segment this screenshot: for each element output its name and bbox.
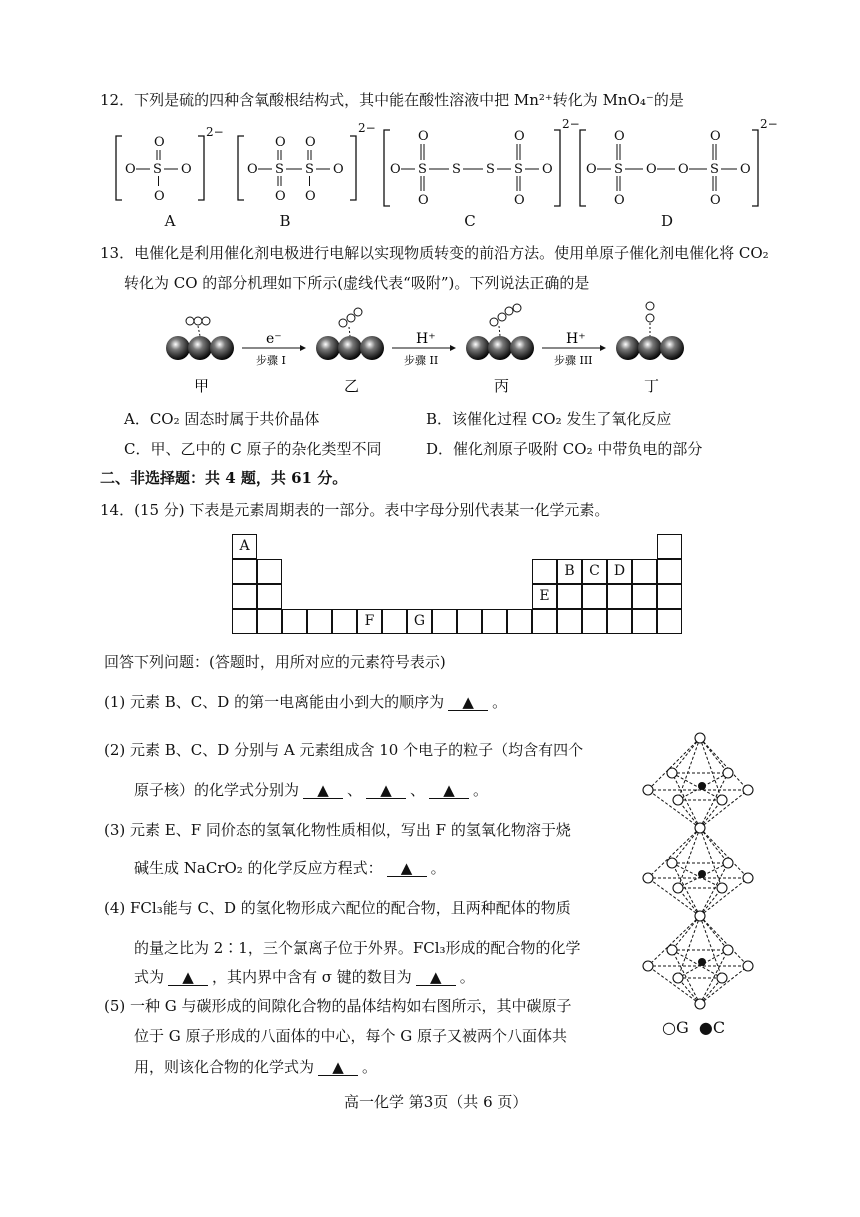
cell [257, 584, 282, 609]
cell [282, 609, 307, 634]
step-1-reagent: e⁻ [266, 331, 282, 347]
svg-text:O: O [275, 135, 286, 150]
answer-blank[interactable]: ▲ [429, 782, 469, 799]
q14-part-3-line-2: 碱生成 NaCrO₂ 的化学反应方程式： ▲ 。 [134, 859, 446, 877]
q14-part-4-line-2: 的量之比为 2∶1，三个氯离子位于外界。FCl₃形成的配合物的化学 [134, 939, 581, 957]
cell [382, 609, 407, 634]
cell [457, 609, 482, 634]
cell [607, 609, 632, 634]
crystal-structure-figure [630, 728, 760, 1013]
cell [232, 584, 257, 609]
answer-blank[interactable]: ▲ [448, 694, 488, 711]
svg-text:S: S [275, 162, 284, 177]
q14-prompt: 回答下列问题：(答题时，用所对应的元素符号表示) [104, 653, 446, 671]
q13-stem-1: 13．电催化是利用催化剂电极进行电解以实现物质转变的前沿方法。使用单原子催化剂电催化将 CO₂ [100, 244, 769, 262]
svg-text:O: O [418, 193, 429, 208]
svg-text:O: O [305, 189, 316, 204]
structure-b [238, 121, 376, 204]
structure-c [384, 118, 580, 208]
svg-text:O: O [390, 162, 401, 177]
crystal-legend [662, 1018, 725, 1038]
q14-part-4-line-3: 式为 ▲ ，其内界中含有 σ 键的数目为 ▲ 。 [134, 968, 475, 986]
svg-text:S: S [153, 162, 162, 177]
svg-text:2−: 2− [358, 121, 376, 135]
svg-text:O: O [710, 193, 721, 208]
state-ding: 丁 [644, 377, 660, 395]
svg-text:S: S [418, 162, 427, 177]
q13-option-b: B．该催化过程 CO₂ 发生了氧化反应 [426, 410, 672, 428]
atom: O [154, 135, 165, 150]
cell [582, 584, 607, 609]
cell [607, 584, 632, 609]
svg-text:S: S [452, 162, 461, 177]
q13-option-a: A．CO₂ 固态时属于共价晶体 [124, 410, 320, 428]
state-bing: 丙 [494, 377, 510, 395]
svg-text:O: O [418, 129, 429, 144]
cell [632, 609, 657, 634]
cell-a: A [232, 534, 257, 559]
cell [657, 559, 682, 584]
step-1-name: 步骤 I [256, 354, 286, 367]
cell [632, 559, 657, 584]
answer-blank[interactable]: ▲ [303, 782, 343, 799]
step-2-name: 步骤 II [404, 354, 439, 367]
q12-structures [110, 118, 790, 218]
q13-option-c: C．甲、乙中的 C 原子的杂化类型不同 [124, 440, 382, 458]
svg-text:O: O [678, 162, 689, 177]
cell [657, 534, 682, 559]
answer-blank[interactable]: ▲ [387, 860, 427, 877]
svg-text:O: O [646, 162, 657, 177]
q12-option-b: B [279, 212, 291, 230]
state-jia: 甲 [194, 377, 210, 395]
q13-option-d: D．催化剂原子吸附 CO₂ 中带负电的部分 [426, 440, 703, 458]
answer-blank[interactable]: ▲ [168, 969, 208, 986]
cell [257, 609, 282, 634]
q14-part-2-line-2: 原子核）的化学式分别为 ▲ 、 ▲ 、 ▲ 。 [134, 781, 489, 799]
svg-text:O: O [275, 189, 286, 204]
svg-text:O: O [154, 189, 165, 204]
cell [482, 609, 507, 634]
q14-part-4-line-1: (4) FCl₃能与 C、D 的氢化物形成六配位的配合物，且两种配体的物质 [104, 899, 571, 917]
svg-text:2−: 2− [562, 118, 580, 131]
q12-option-d: D [660, 212, 674, 230]
cell [507, 609, 532, 634]
g-atoms [643, 733, 753, 1009]
cell-e: E [532, 584, 557, 609]
answer-blank[interactable]: ▲ [416, 969, 456, 986]
svg-text:O: O [514, 129, 525, 144]
legend-g: ○G [662, 1018, 689, 1037]
svg-text:O: O [305, 135, 316, 150]
cell [232, 559, 257, 584]
svg-text:O: O [247, 162, 258, 177]
svg-text:S: S [614, 162, 623, 177]
svg-text:O: O [710, 129, 721, 144]
svg-text:O: O [125, 162, 136, 177]
svg-text:O: O [740, 162, 751, 177]
q14-part-5-line-2: 位于 G 原子形成的八面体的中心，每个 G 原子又被两个八面体共 [134, 1027, 568, 1045]
svg-text:2−: 2− [760, 118, 778, 131]
svg-text:O: O [586, 162, 597, 177]
cell-c: C [582, 559, 607, 584]
catalyst-jia [166, 317, 234, 360]
q14-part-1: (1) 元素 B、C、D 的第一电离能由小到大的顺序为 ▲ 。 [104, 693, 508, 711]
cell [557, 609, 582, 634]
cell-g: G [407, 609, 432, 634]
step-3-name: 步骤 III [554, 354, 593, 367]
svg-text:O: O [614, 193, 625, 208]
svg-text:S: S [486, 162, 495, 177]
q14-part-3-line-1: (3) 元素 E、F 同价态的氢氧化物性质相似，写出 F 的氢氧化物溶于烧 [104, 821, 571, 839]
structure-a [116, 125, 224, 204]
cell-f: F [357, 609, 382, 634]
svg-text:O: O [333, 162, 344, 177]
cell-d: D [607, 559, 632, 584]
section-2-heading: 二、非选择题：共 4 题，共 61 分。 [100, 469, 348, 487]
cell [332, 609, 357, 634]
catalyst-ding [616, 302, 684, 360]
cell [657, 584, 682, 609]
answer-blank[interactable]: ▲ [318, 1059, 358, 1076]
svg-text:O: O [181, 162, 192, 177]
q12-option-c: C [464, 212, 476, 230]
cell [557, 584, 582, 609]
catalyst-yi [316, 308, 384, 360]
q13-stem-2: 转化为 CO 的部分机理如下所示(虚线代表“吸附”)。下列说法正确的是 [124, 274, 590, 292]
legend-c: ●C [698, 1018, 726, 1037]
step-3-reagent: H⁺ [566, 331, 586, 347]
svg-text:2−: 2− [206, 125, 224, 139]
structure-d [580, 118, 778, 208]
cell-b: B [557, 559, 582, 584]
cell [432, 609, 457, 634]
cell [307, 609, 332, 634]
cell [532, 609, 557, 634]
svg-text:S: S [514, 162, 523, 177]
q14-part-5-line-1: (5) 一种 G 与碳形成的间隙化合物的晶体结构如右图所示，其中碳原子 [104, 997, 572, 1015]
svg-text:S: S [710, 162, 719, 177]
c-atoms [698, 782, 706, 966]
q14-part-2-line-1: (2) 元素 B、C、D 分别与 A 元素组成含 10 个电子的粒子（均含有四个 [104, 741, 584, 759]
q14-stem: 14．(15 分) 下表是元素周期表的一部分。表中字母分别代表某一化学元素。 [100, 501, 610, 519]
cell [257, 559, 282, 584]
svg-text:O: O [514, 193, 525, 208]
q13-mechanism-diagram [160, 296, 700, 396]
page-footer: 高一化学 第3页（共 6 页） [344, 1093, 528, 1111]
state-yi: 乙 [344, 377, 360, 395]
answer-blank[interactable]: ▲ [366, 782, 406, 799]
q14-part-5-line-3: 用，则该化合物的化学式为 ▲ 。 [134, 1058, 378, 1076]
catalyst-bing [466, 304, 534, 360]
step-2-reagent: H⁺ [416, 331, 436, 347]
q12-stem: 12．下列是硫的四种含氧酸根结构式，其中能在酸性溶液中把 Mn²⁺转化为 MnO₄⁻的是 [100, 91, 684, 109]
cell [232, 609, 257, 634]
svg-text:O: O [614, 129, 625, 144]
cell [657, 609, 682, 634]
cell [632, 584, 657, 609]
cell [582, 609, 607, 634]
q12-option-a: A [164, 212, 176, 230]
cell [532, 559, 557, 584]
svg-text:S: S [305, 162, 314, 177]
svg-text:O: O [542, 162, 553, 177]
